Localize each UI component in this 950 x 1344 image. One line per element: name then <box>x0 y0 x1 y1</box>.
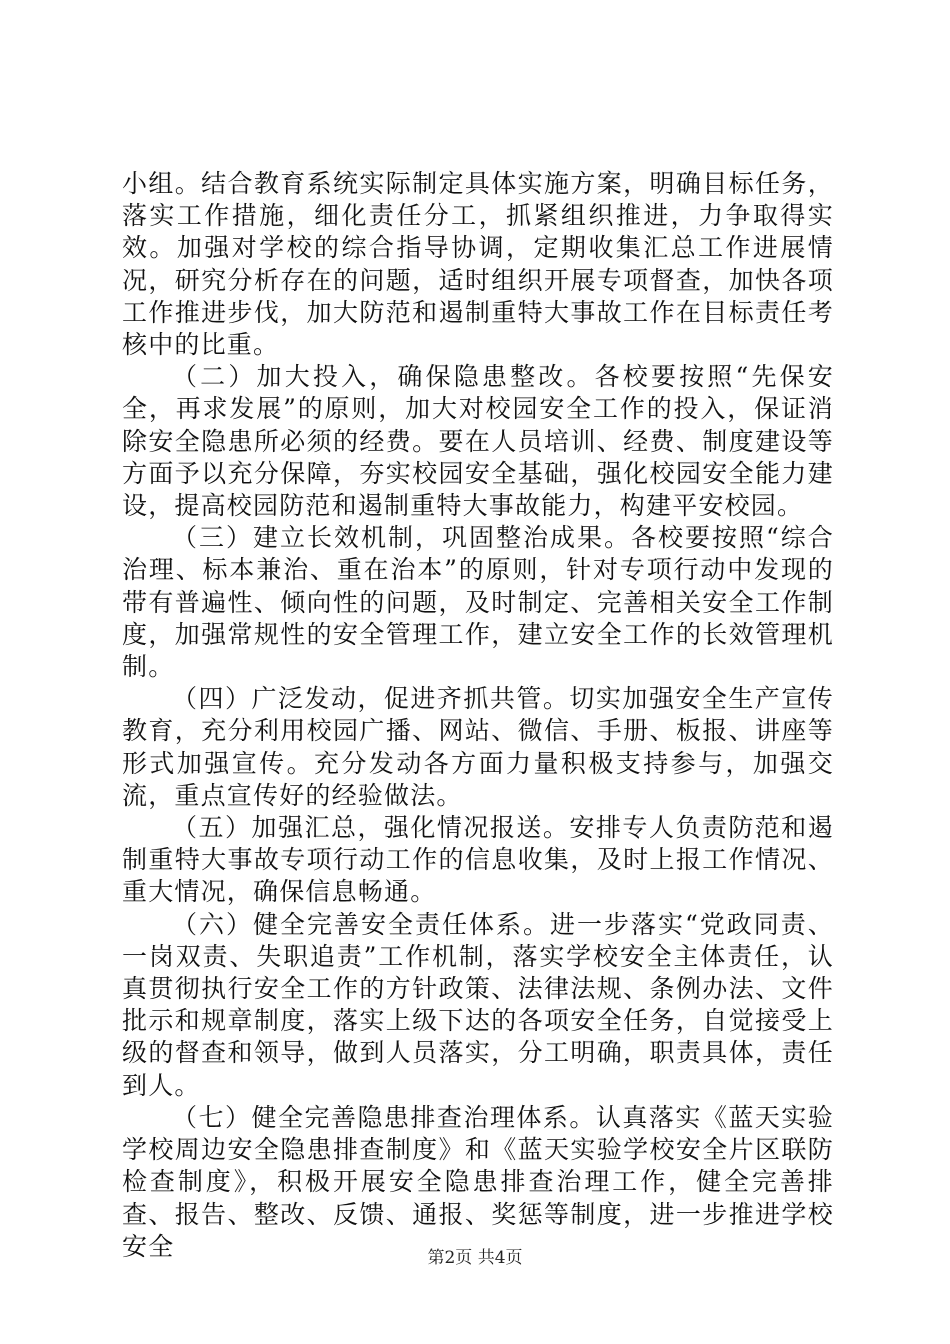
document-body <box>122 168 834 1263</box>
paragraph-4: （四）广泛发动，促进齐抓共管。切实加强安全生产宣传教育，充分利用校园广播、网站、微信、手册、板报、讲座等形式加强宣传。充分发动各方面力量积极支持参与，加强交流，重点宣传好的经验做法。 <box>122 684 834 810</box>
paragraph-2: （二）加大投入，确保隐患整改。各校要按照“先保安全，再求发展”的原则，加大对校园安全工作的投入，保证消除安全隐患所必须的经费。要在人员培训、经费、制度建设等方面予以充分保障，夯实校园安全基础，强化校园安全能力建设，提高校园防范和遏制重特大事故能力，构建平安校园。 <box>122 362 834 521</box>
paragraph-7: （七）健全完善隐患排查治理体系。认真落实《蓝天实验学校周边安全隐患排查制度》和《蓝天实验学校安全片区联防检查制度》，积极开展安全隐患排查治理工作，健全完善排查、报告、整改、反馈、通报、奖惩等制度，进一步推进学校安全 <box>122 1102 834 1261</box>
paragraph-6: （六）健全完善安全责任体系。进一步落实“党政同责、一岗双责、失职追责”工作机制，落实学校安全主体责任，认真贯彻执行安全工作的方针政策、法律法规、条例办法、文件批示和规章制度，落实上级下达的各项安全任务，自觉接受上级的督查和领导，做到人员落实，分工明确，职责具体，责任到人。 <box>122 909 834 1100</box>
paragraph-3: （三）建立长效机制，巩固整治成果。各校要按照“综合治理、标本兼治、重在治本”的原则，针对专项行动中发现的带有普遍性、倾向性的问题，及时制定、完善相关安全工作制度，加强常规性的安全管理工作，建立安全工作的长效管理机制。 <box>122 523 834 682</box>
paragraph-1: 小组。结合教育系统实际制定具体实施方案，明确目标任务，落实工作措施，细化责任分工，抓紧组织推进，力争取得实效。加强对学校的综合指导协调，定期收集汇总工作进展情况，研究分析存在的问题，适时组织开展专项督查，加快各项工作推进步伐，加大防范和遏制重特大事故工作在目标责任考核中的比重。 <box>122 169 834 360</box>
paragraph-5: （五）加强汇总，强化情况报送。安排专人负责防范和遏制重特大事故专项行动工作的信息收集，及时上报工作情况、重大情况，确保信息畅通。 <box>122 813 834 907</box>
page-number: 第2页 共4页 <box>427 1248 523 1268</box>
page-footer <box>0 1247 950 1269</box>
